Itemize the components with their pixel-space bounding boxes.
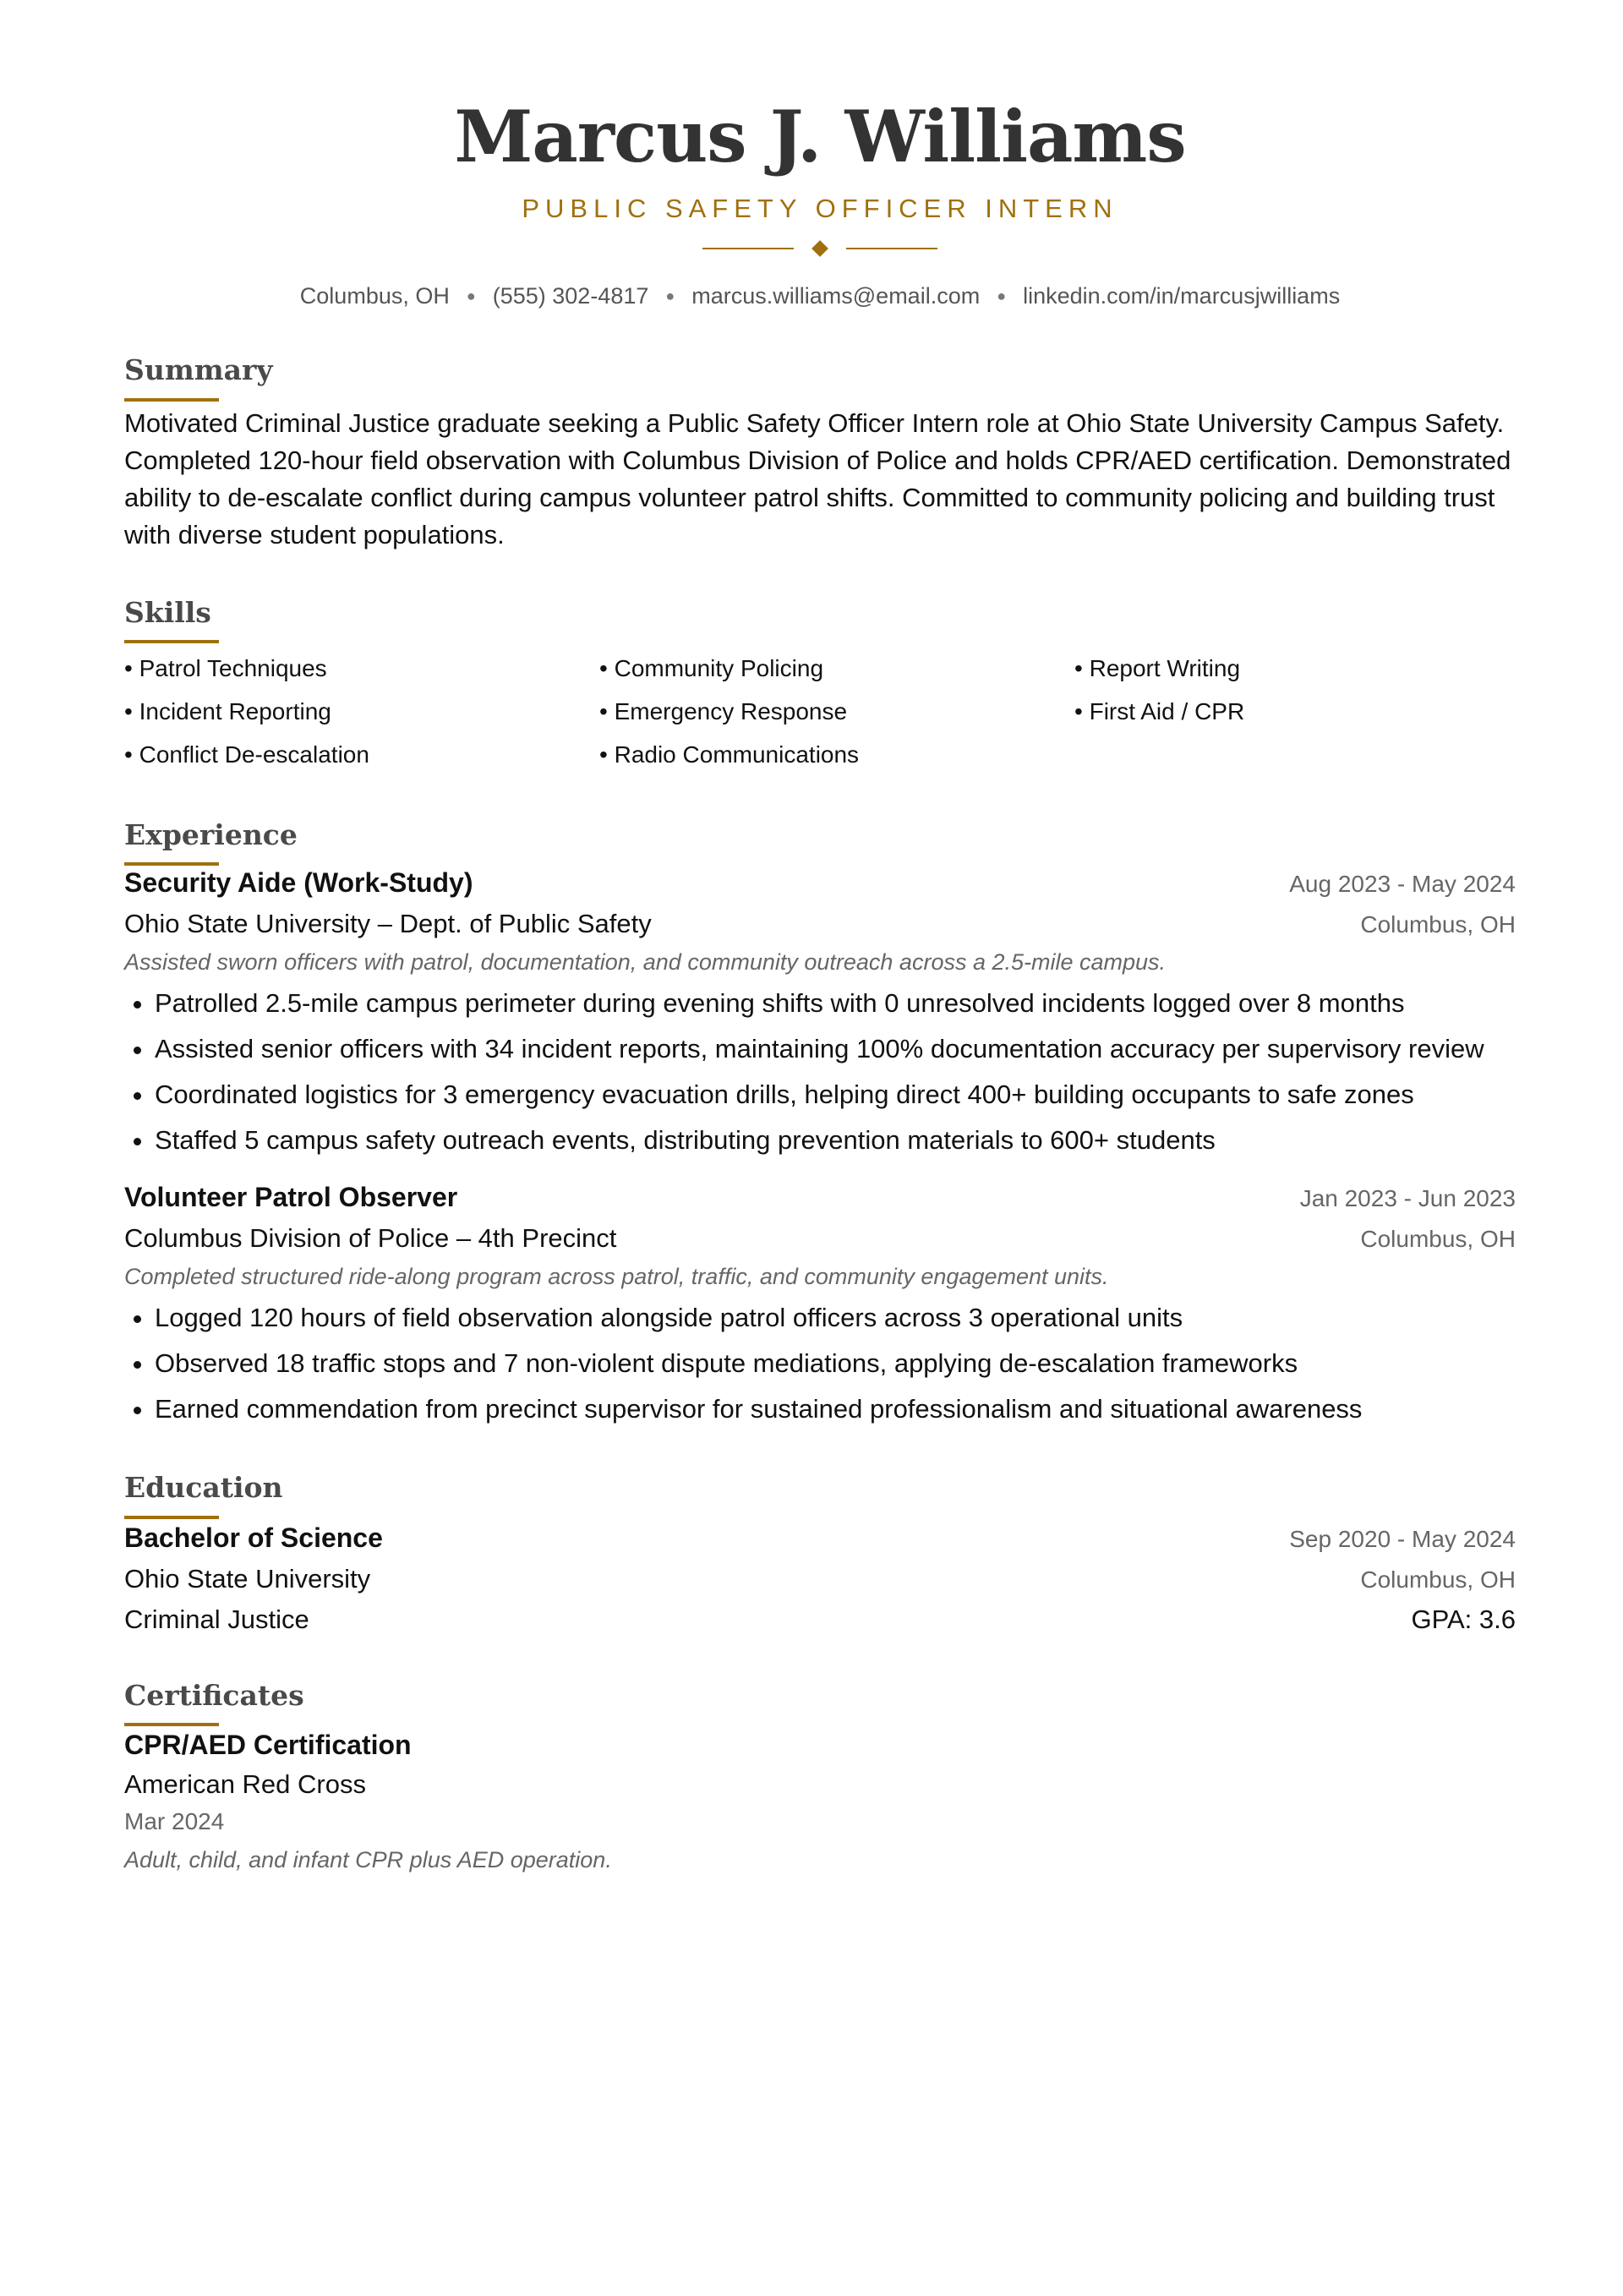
job-entry xyxy=(124,1182,1516,1429)
contact-phone[interactable]: (555) 302-4817 xyxy=(492,283,649,309)
job-description: Completed structured ride-along program across patrol, traffic, and community engagement units. xyxy=(124,1264,1109,1290)
job-dates: Jan 2023 - Jun 2023 xyxy=(1299,1185,1516,1212)
resume-header xyxy=(124,0,1516,309)
list-item: • Patrolled 2.5-mile campus perimeter during evening shifts with 0 unresolved incidents logged over 8 months xyxy=(155,984,1516,1023)
bullet-separator-icon: ● xyxy=(466,287,476,305)
job-location: Columbus, OH xyxy=(1360,911,1516,938)
list-item: • Observed 18 traffic stops and 7 non-violent dispute mediations, applying de-escalation frameworks xyxy=(155,1344,1516,1383)
certificate-issuer: American Red Cross xyxy=(124,1768,366,1799)
section-title-skills: Skills xyxy=(124,595,211,629)
list-item: • Logged 120 hours of field observation alongside patrol officers across 3 operational units xyxy=(155,1298,1516,1337)
experience-section xyxy=(124,817,1516,1429)
gpa: GPA: 3.6 xyxy=(1411,1604,1516,1634)
contact-location: Columbus, OH xyxy=(299,283,450,309)
certificates-section xyxy=(124,1678,1516,1873)
summary-text: Motivated Criminal Justice graduate seeking a Public Safety Officer Intern role at Ohio State University Campus Safety. Completed 120-hour field observation with Columbus Division of Police and holds CPR/AED certification. Demonstrated ability to de-escalate conflict during campus volunteer patrol shifts. Committed to community policing and building trust with diverse student populations. xyxy=(124,407,1511,549)
education-section xyxy=(124,1473,1516,1634)
skill-item: • Emergency Response xyxy=(599,697,848,724)
skill-item: • Conflict De-escalation xyxy=(124,741,369,768)
list-item: • Staffed 5 campus safety outreach events, distributing prevention materials to 600+ students xyxy=(155,1121,1516,1160)
section-underline xyxy=(124,640,219,643)
divider-line-left xyxy=(702,248,794,249)
job-title: Volunteer Patrol Observer xyxy=(124,1182,458,1213)
list-item: • Coordinated logistics for 3 emergency evacuation drills, helping direct 400+ building occupants to safe zones xyxy=(155,1075,1516,1114)
skill-item: • Report Writing xyxy=(1074,654,1241,681)
contact-email[interactable]: marcus.williams@email.com xyxy=(691,283,981,309)
contact-line xyxy=(124,283,1516,309)
school-name: Ohio State University xyxy=(124,1563,371,1594)
job-organization: Columbus Division of Police – 4th Precinct xyxy=(124,1223,617,1254)
skill-item: • First Aid / CPR xyxy=(1074,697,1245,724)
summary-section xyxy=(124,355,1516,553)
job-location: Columbus, OH xyxy=(1360,1226,1516,1253)
skill-item: • Radio Communications xyxy=(599,741,860,768)
list-item: • Earned commendation from precinct supervisor for sustained professionalism and situational awareness xyxy=(155,1390,1516,1429)
section-underline xyxy=(124,862,219,866)
job-description: Assisted sworn officers with patrol, documentation, and community outreach across a 2.5-mile campus. xyxy=(124,949,1167,976)
job-entry xyxy=(124,867,1516,1160)
section-underline xyxy=(124,1516,219,1519)
target-role: PUBLIC SAFETY OFFICER INTERN xyxy=(522,194,1118,224)
list-item: • Assisted senior officers with 34 incident reports, maintaining 100% documentation accuracy per supervisory review xyxy=(155,1030,1516,1069)
section-underline xyxy=(124,398,219,402)
section-underline xyxy=(124,1723,219,1726)
job-bullets xyxy=(124,1298,1516,1429)
skill-item: • Patrol Techniques xyxy=(124,654,327,681)
resume-page xyxy=(124,0,1516,1873)
section-title-certificates: Certificates xyxy=(124,1678,304,1712)
job-bullets xyxy=(124,984,1516,1160)
section-title-education: Education xyxy=(124,1471,283,1505)
candidate-name: Marcus J. Williams xyxy=(454,95,1186,178)
certificate-description: Adult, child, and infant CPR plus AED operation. xyxy=(124,1846,612,1872)
divider-line-right xyxy=(846,248,937,249)
job-dates: Aug 2023 - May 2024 xyxy=(1289,871,1516,898)
header-divider xyxy=(124,243,1516,254)
degree-name: Bachelor of Science xyxy=(124,1522,383,1553)
education-dates: Sep 2020 - May 2024 xyxy=(1289,1525,1516,1552)
field-of-study: Criminal Justice xyxy=(124,1604,309,1634)
job-title: Security Aide (Work-Study) xyxy=(124,867,473,899)
job-organization: Ohio State University – Dept. of Public Safety xyxy=(124,909,652,939)
certificate-date: Mar 2024 xyxy=(124,1807,225,1834)
skill-item: • Incident Reporting xyxy=(124,697,331,724)
contact-linkedin[interactable]: linkedin.com/in/marcusjwilliams xyxy=(1023,283,1341,309)
skills-grid xyxy=(124,647,1516,776)
section-title-summary: Summary xyxy=(124,353,273,387)
school-location: Columbus, OH xyxy=(1360,1566,1516,1593)
diamond-icon xyxy=(812,240,828,257)
bullet-separator-icon: ● xyxy=(997,287,1007,305)
bullet-separator-icon: ● xyxy=(665,287,675,305)
skill-item: • Community Policing xyxy=(599,654,824,681)
section-title-experience: Experience xyxy=(124,817,298,851)
certificate-name: CPR/AED Certification xyxy=(124,1729,412,1760)
skills-section xyxy=(124,595,1516,776)
